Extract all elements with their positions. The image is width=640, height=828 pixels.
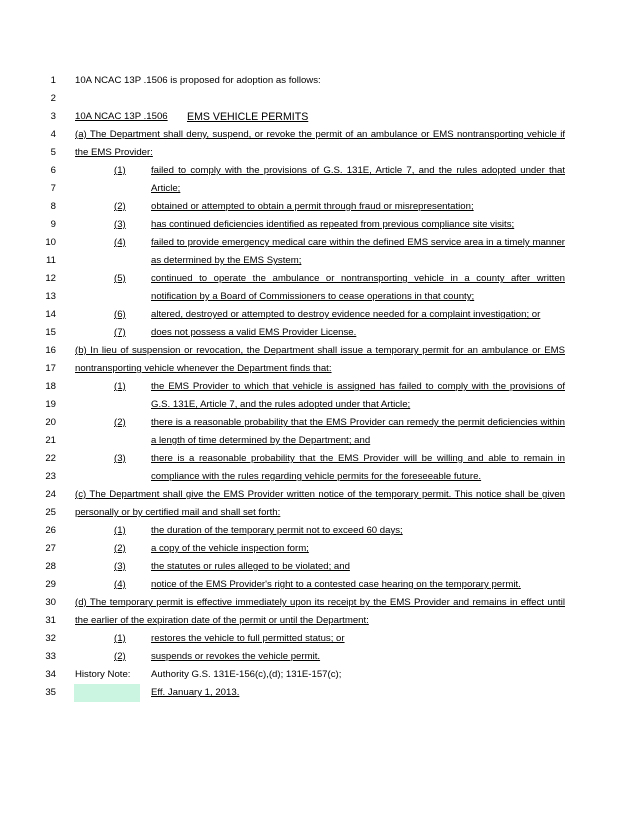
document-line [0,522,640,540]
item-text: notice of the EMS Provider's right to a contested case hearing on the temporary permit. [151,579,521,590]
line-number: 13 [45,291,56,302]
history-authority: Authority G.S. 131E-156(c),(d); 131E-157(c); [151,669,342,680]
line-number: 14 [45,309,56,320]
line-number: 15 [45,327,56,338]
document-line [0,396,640,414]
item-text: G.S. 131E, Article 7, and the rules adopted under that Article; [151,399,411,410]
line-number: 10 [45,237,56,248]
item-marker: (2) [114,201,126,212]
item-marker: (3) [114,561,126,572]
line-number: 8 [50,201,56,212]
line-number: 30 [45,597,56,608]
line-number: 34 [45,669,56,680]
item-text: obtained or attempted to obtain a permit through fraud or misrepresentation; [151,201,474,212]
item-marker: (1) [114,633,126,644]
document-line [0,666,640,684]
paragraph-text: (a) The Department shall deny, suspend, or revoke the permit of an ambulance or EMS nontransporting vehicle if [75,129,565,140]
rule-title: EMS VEHICLE PERMITS [187,111,309,123]
item-marker: (5) [114,273,126,284]
document-line [0,630,640,648]
document-line [0,378,640,396]
item-text: altered, destroyed or attempted to destroy evidence needed for a complaint investigation; or [151,309,541,320]
line-number: 22 [45,453,56,464]
document-line [0,180,640,198]
line-number: 4 [50,129,56,140]
document-line [0,108,640,126]
line-number: 28 [45,561,56,572]
line-number: 32 [45,633,56,644]
rule-number: 10A NCAC 13P .1506 [75,111,168,122]
line-number: 24 [45,489,56,500]
line-number: 7 [50,183,56,194]
line-number: 3 [50,111,56,122]
item-marker: (2) [114,417,126,428]
paragraph-text: nontransporting vehicle whenever the Department finds that: [75,363,332,374]
item-marker: (4) [114,579,126,590]
line-number: 2 [50,93,56,104]
paragraph-text: (c) The Department shall give the EMS Provider written notice of the temporary permit. This notice shall be given [75,489,565,500]
line-number: 23 [45,471,56,482]
item-text: failed to comply with the provisions of G.S. 131E, Article 7, and the rules adopted under that [151,165,565,176]
document-line [0,126,640,144]
document-line [0,306,640,324]
item-text: there is a reasonable probability that the EMS Provider can remedy the permit deficiencies within [151,417,565,428]
line-number: 9 [50,219,56,230]
line-number: 1 [50,75,56,86]
item-text: Article; [151,183,181,194]
item-text: as determined by the EMS System; [151,255,302,266]
intro-text: 10A NCAC 13P .1506 is proposed for adoption as follows: [75,75,321,86]
item-marker: (3) [114,453,126,464]
document-line [0,216,640,234]
line-number: 35 [45,687,56,698]
item-marker: (2) [114,651,126,662]
item-text: compliance with the rules regarding vehicle permits for the foreseeable future. [151,471,482,482]
document-line [0,468,640,486]
item-text: a length of time determined by the Department; and [151,435,371,446]
document-line [0,450,640,468]
line-number: 25 [45,507,56,518]
document-line [0,360,640,378]
item-text: notification by a Board of Commissioners to cease operations in that county; [151,291,475,302]
item-text: has continued deficiencies identified as repeated from previous compliance site visits; [151,219,515,230]
item-marker: (1) [114,525,126,536]
item-marker: (7) [114,327,126,338]
item-text: continued to operate the ambulance or nontransporting vehicle in a county after written [151,273,565,284]
item-text: a copy of the vehicle inspection form; [151,543,309,554]
effective-date: Eff. January 1, 2013. [151,687,240,698]
document-line [0,198,640,216]
item-marker: (3) [114,219,126,230]
paragraph-text: (b) In lieu of suspension or revocation, the Department shall issue a temporary permit for an ambulance or EMS [75,345,565,356]
line-number: 18 [45,381,56,392]
item-text: failed to provide emergency medical care within the defined EMS service area in a timely manner [151,237,565,248]
document-line [0,540,640,558]
line-number: 5 [50,147,56,158]
document-line [0,324,640,342]
history-note-label: History Note: [75,669,131,680]
paragraph-text: personally or by certified mail and shall set forth: [75,507,281,518]
line-number: 29 [45,579,56,590]
line-number: 19 [45,399,56,410]
document-line [0,486,640,504]
item-text: the duration of the temporary permit not to exceed 60 days; [151,525,403,536]
line-number: 11 [46,255,56,266]
document-line [0,504,640,522]
item-text: there is a reasonable probability that the EMS Provider will be willing and able to remain in [151,453,565,464]
paragraph-text: the earlier of the expiration date of the permit or until the Department: [75,615,369,626]
item-text: suspends or revokes the vehicle permit. [151,651,321,662]
document-line [0,90,640,108]
item-marker: (2) [114,543,126,554]
paragraph-text: the EMS Provider: [75,147,153,158]
item-text: does not possess a valid EMS Provider License. [151,327,357,338]
line-number: 31 [45,615,56,626]
item-text: restores the vehicle to full permitted status; or [151,633,345,644]
highlight-block [74,684,140,702]
document-line [0,162,640,180]
document-line [0,558,640,576]
document-line [0,576,640,594]
document-line [0,684,640,702]
item-text: the statutes or rules alleged to be violated; and [151,561,350,572]
item-text: the EMS Provider to which that vehicle is assigned has failed to comply with the provisions of [151,381,565,392]
line-number: 16 [45,345,56,356]
document-line [0,144,640,162]
line-number: 27 [45,543,56,554]
paragraph-text: (d) The temporary permit is effective immediately upon its receipt by the EMS Provider and remains in effect until [75,597,565,608]
document-line [0,288,640,306]
item-marker: (1) [114,165,126,176]
document-line [0,234,640,252]
line-number: 21 [45,435,56,446]
line-number: 12 [45,273,56,284]
document-line [0,594,640,612]
item-marker: (4) [114,237,126,248]
document-line [0,252,640,270]
document-line [0,414,640,432]
document-line [0,72,640,90]
line-number: 33 [45,651,56,662]
line-number: 26 [45,525,56,536]
line-number: 6 [50,165,56,176]
item-marker: (1) [114,381,126,392]
document-line [0,432,640,450]
line-number: 20 [45,417,56,428]
line-number: 17 [45,363,56,374]
document-line [0,270,640,288]
document-line [0,612,640,630]
document-line [0,342,640,360]
document-line [0,648,640,666]
item-marker: (6) [114,309,126,320]
